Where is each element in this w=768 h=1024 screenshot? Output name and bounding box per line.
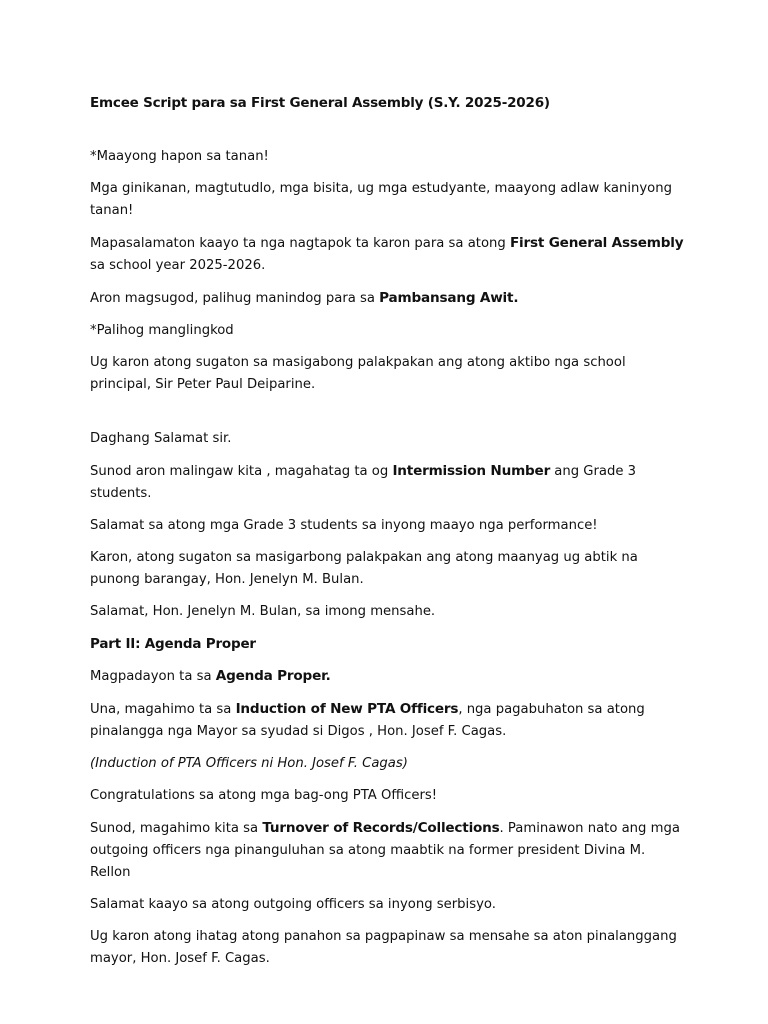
paragraph-greeting: *Maayong hapon sa tanan! — [90, 149, 269, 164]
paragraph-thanks: Mapasalamaton kaayo ta nga nagtapok ta karon para sa atong First General Assembly sa school year 2025-2026. — [90, 235, 684, 273]
section-heading-part-ii: Part II: Agenda Proper — [90, 636, 256, 652]
paragraph-thanks-sir: Daghang Salamat sir. — [90, 431, 232, 446]
paragraph-barangay: Karon, atong sugaton sa masigarbong palakpakan ang atong maanyag ug abtik na punong barangay, Hon. Jenelyn M. Bulan. — [90, 550, 638, 587]
paragraph-outgoing-thanks: Salamat kaayo sa atong outgoing officers sa inyong serbisyo. — [90, 897, 496, 912]
bold-intermission-number: Intermission Number — [392, 463, 551, 479]
paragraph-sit: *Palihog manglingkod — [90, 323, 234, 338]
paragraph-barangay-thanks: Salamat, Hon. Jenelyn M. Bulan, sa imong mensahe. — [90, 604, 436, 619]
paragraph-welcome: Mga ginikanan, magtutudlo, mga bisita, ug mga estudyante, maayong adlaw kaninyong tanan! — [90, 181, 672, 218]
paragraph-induction: Una, magahimo ta sa Induction of New PTA Officers, nga pagabuhaton sa atong pinalangga nga Mayor sa syudad si Digos , Hon. Josef F. Cagas. — [90, 701, 645, 739]
bold-turnover: Turnover of Records/Collections — [262, 820, 500, 836]
bold-pambansang-awit: Pambansang Awit. — [379, 290, 519, 306]
document-title: Emcee Script para sa First General Assembly (S.Y. 2025-2026) — [90, 95, 550, 111]
bold-first-general-assembly: First General Assembly — [509, 235, 684, 251]
spacer — [90, 406, 688, 428]
paragraph-anthem: Aron magsugod, palihug manindog para sa Pambansang Awit. — [90, 290, 519, 306]
paragraph-turnover: Sunod, magahimo kita sa Turnover of Records/Collections. Paminawon nato ang mga outgoing officers nga pinanguluhan sa atong maabtik na former president Divina M. Rellon — [90, 820, 680, 880]
bold-agenda-proper: Agenda Proper. — [215, 668, 331, 684]
paragraph-congratulations: Congratulations sa atong mga bag-ong PTA Officers! — [90, 788, 438, 803]
paragraph-agenda: Magpadayon ta sa Agenda Proper. — [90, 668, 331, 684]
paragraph-intermission: Sunod aron malingaw kita , magahatag ta og Intermission Number ang Grade 3 students. — [90, 463, 637, 501]
bold-induction: Induction of New PTA Officers — [235, 701, 459, 717]
paragraph-principal: Ug karon atong sugaton sa masigabong palakpakan ang atong aktibo nga school principal, Sir Peter Paul Deiparine. — [90, 355, 626, 392]
paragraph-mayor-message: Ug karon atong ihatag atong panahon sa pagpapinaw sa mensahe sa aton pinalanggang mayor, Hon. Josef F. Cagas. — [90, 929, 677, 966]
paragraph-grade3-thanks: Salamat sa atong mga Grade 3 students sa inyong maayo nga performance! — [90, 518, 598, 533]
paragraph-induction-note: (Induction of PTA Officers ni Hon. Josef F. Cagas) — [90, 756, 408, 771]
